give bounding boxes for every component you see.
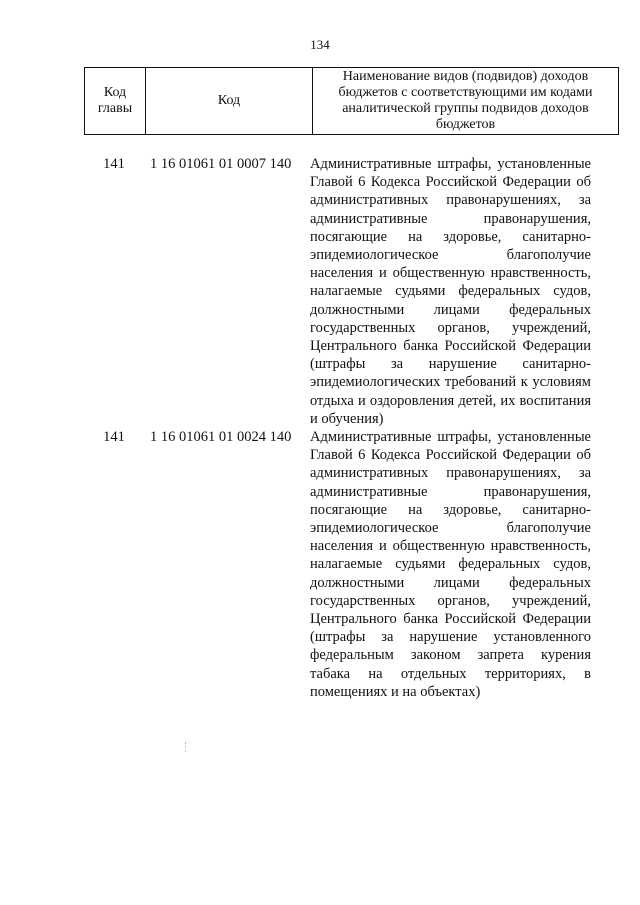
header-code: Код: [146, 68, 313, 135]
header-name: Наименование видов (подвидов) доходов бюджетов с соответствующими им кодами аналитической группы подвидов доходов бюджетов: [313, 68, 619, 135]
table-header-row: [85, 68, 619, 135]
row-chapter-code: 141: [103, 429, 125, 446]
table-header: [84, 67, 619, 135]
scan-artifact: [185, 742, 187, 752]
row-code: 1 16 01061 01 0024 140: [150, 429, 292, 446]
table-body: [84, 155, 591, 701]
row-chapter-code: 141: [103, 156, 125, 172]
page-number: 134: [310, 37, 330, 52]
row-name: Административные штрафы, установленные Главой 6 Кодекса Российской Федерации об административных правонарушениях, за административные правонарушения, посягающие на здоровье, санитарно-эпидемиологическое благополучие населения и общественную нравственность, налагаемые судьями федеральных судов, должностными лицами федеральных государственных органов, учреждений, Центрального банка Российской Федерации (штрафы за нарушение установленного федеральным законом запрета курения табака на отдельных территориях, в помещениях и на объектах): [310, 429, 591, 700]
table-row: [84, 155, 591, 428]
row-code: 1 16 01061 01 0007 140: [150, 156, 292, 172]
table-row: [84, 428, 591, 701]
header-chapter-code: Код главы: [85, 68, 146, 135]
row-name: Административные штрафы, установленные Главой 6 Кодекса Российской Федерации об административных правонарушениях, за административные правонарушения, посягающие на здоровье, санитарно-эпидемиологическое благополучие населения и общественную нравственность, налагаемые судьями федеральных судов, должностными лицами федеральных государственных органов, учреждений, Центрального банка Российской Федерации (штрафы за нарушение санитарно-эпидемиологических требований к условиям отдыха и оздоровления детей, их воспитания и обучения): [310, 156, 591, 427]
